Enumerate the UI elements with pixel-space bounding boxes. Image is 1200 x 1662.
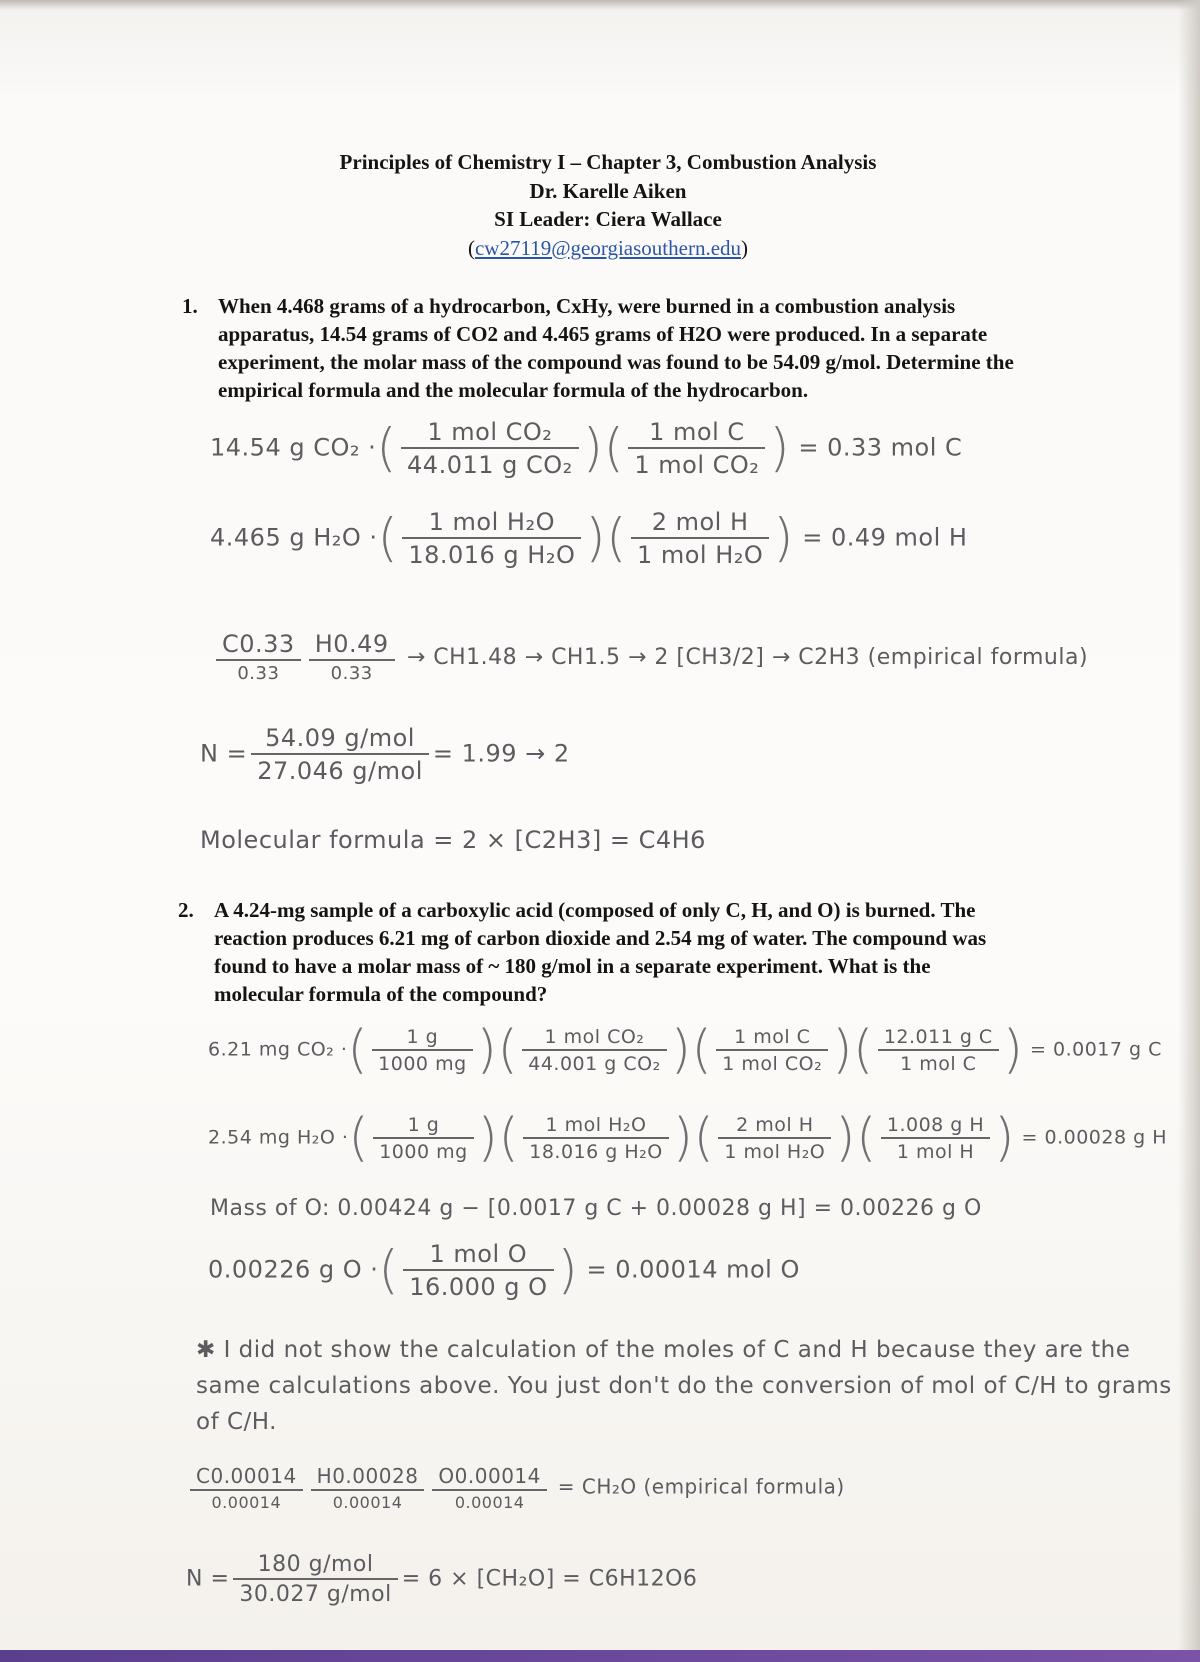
q1-n-num: 54.09 g/mol — [251, 724, 429, 755]
q2-ratio-c-div: 0.00014 — [211, 1493, 282, 1512]
q2-co2-frac1-den: 1000 mg — [378, 1052, 467, 1075]
q2-note — [196, 1332, 1172, 1440]
q2-co2-frac1-num: 1 g — [372, 1026, 472, 1051]
q1-work-co2: 14.54 g CO₂ ·( $\frac{\text{1 mol CO₂}}{\text{44.011 g CO₂}}$ )( $\frac{\text{1 mol C}}{\text{1 mol CO₂}}$ ) = 0.33 mol C — [210, 418, 963, 479]
q2-work-n — [186, 1552, 697, 1607]
q2-h2o-frac4-den: 1 mol H — [896, 1140, 975, 1163]
instructor-name: Dr. Karelle Aiken — [529, 178, 687, 203]
q2-n-label: N = — [186, 1566, 230, 1592]
q2-co2-frac2-num: 1 mol CO₂ — [522, 1026, 666, 1051]
q1-work-co2-start: 14.54 g CO₂ · — [210, 433, 377, 462]
q2-co2-frac4-den: 1 mol C — [900, 1052, 977, 1075]
q2-o-frac-num: 1 mol O — [403, 1240, 553, 1271]
q1-h2o-frac2-den: 1 mol H₂O — [636, 541, 764, 569]
q1-work-n — [200, 724, 570, 785]
q2-n-num: 180 g/mol — [233, 1552, 397, 1580]
q1-work-h2o-start: 4.465 g H₂O · — [210, 523, 378, 552]
q2-h2o-frac3-num: 2 mol H — [718, 1114, 831, 1139]
q1-ratio-chain: → CH1.48 → CH1.5 → 2 [CH3/2] → C2H3 (empirical formula) — [406, 645, 1089, 670]
q2-n-den: 30.027 g/mol — [239, 1582, 392, 1607]
q1-n-den: 27.046 g/mol — [257, 757, 423, 785]
question-1-line-2: apparatus, 14.54 grams of CO2 and 4.465 grams of H2O were produced. In a separate — [218, 322, 988, 346]
contact-email-link[interactable]: cw27119@georgiasouthern.edu — [474, 235, 742, 260]
q2-o-result: = 0.00014 mol O — [586, 1255, 800, 1284]
q1-h2o-frac1-den: 18.016 g H₂O — [408, 541, 576, 569]
q2-h2o-frac3-den: 1 mol H₂O — [724, 1140, 826, 1163]
si-leader: SI Leader: Ciera Wallace — [494, 207, 722, 231]
question-2-number: 2. — [178, 898, 194, 922]
q2-o-start: 0.00226 g O · — [208, 1255, 379, 1284]
bottom-surface-strip — [0, 1650, 1200, 1662]
q2-n-result: = 6 × [CH₂O] = C6H12O6 — [401, 1566, 698, 1592]
q1-h2o-frac1-num: 1 mol H₂O — [402, 508, 581, 539]
q1-n-result: = 1.99 → 2 — [432, 739, 570, 768]
question-1-line-4: empirical formula and the molecular formula of the hydrocarbon. — [218, 378, 809, 402]
document-title: Principles of Chemistry I – Chapter 3, Combustion Analysis — [339, 150, 877, 174]
q2-mass-of-oxygen: Mass of O: 0.00424 g − [0.0017 g C + 0.00028 g H] = 0.00226 g O — [210, 1196, 982, 1221]
question-1-line-1: When 4.468 grams of a hydrocarbon, CxHy, were burned in a combustion analysis — [218, 294, 956, 318]
q2-co2-frac4-num: 12.011 g C — [878, 1026, 999, 1051]
q1-h2o-result: = 0.49 mol H — [802, 523, 968, 552]
contact-email-line: (cw27119@georgiasouthern.edu) — [467, 235, 749, 260]
question-2-line-2: reaction produces 6.21 mg of carbon dioxide and 2.54 mg of water. The compound was — [214, 926, 987, 950]
q2-h2o-frac1-den: 1000 mg — [379, 1140, 468, 1163]
q2-work-oxygen-moles: 0.00226 g O ·( $\frac{\text{1 mol O}}{\text{16.000 g O}}$ ) = 0.00014 mol O — [208, 1240, 800, 1301]
q2-work-co2-start: 6.21 mg CO₂ · — [208, 1038, 348, 1061]
question-1 — [182, 292, 1098, 404]
top-shadow — [0, 0, 1200, 10]
q2-o-frac-den: 16.000 g O — [409, 1273, 548, 1301]
q2-ratio-h-div: 0.00014 — [332, 1493, 403, 1512]
q2-h2o-frac1-num: 1 g — [373, 1114, 473, 1139]
q2-empirical-result: = CH₂O (empirical formula) — [557, 1474, 845, 1499]
q1-molecular-formula: Molecular formula = 2 × [C2H3] = C4H6 — [200, 826, 706, 854]
question-2-line-4: molecular formula of the compound? — [214, 982, 548, 1006]
q2-note-line-1: ✱ I did not show the calculation of the moles of C and H because they are the — [196, 1337, 1131, 1363]
q2-work-h2o-start: 2.54 mg H₂O · — [208, 1126, 349, 1149]
question-2 — [178, 896, 1094, 1008]
q2-co2-frac2-den: 44.001 g CO₂ — [528, 1052, 661, 1075]
q2-h2o-frac2-num: 1 mol H₂O — [523, 1114, 668, 1139]
q1-work-ratio — [212, 630, 1088, 684]
q2-note-line-3: of C/H. — [196, 1409, 277, 1435]
q1-co2-frac1-den: 44.011 g CO₂ — [407, 451, 573, 479]
document-header — [0, 148, 1200, 262]
question-1-line-3: experiment, the molar mass of the compound was found to be 54.09 g/mol. Determine the — [218, 350, 1014, 374]
q1-ratio-h: H0.49 — [309, 630, 395, 661]
q1-co2-frac1-num: 1 mol CO₂ — [401, 418, 579, 449]
q2-ratio-h: H0.00028 — [311, 1464, 425, 1491]
q2-h2o-result: = 0.00028 g H — [1021, 1126, 1168, 1149]
question-2-line-1: A 4.24-mg sample of a carboxylic acid (composed of only C, H, and O) is burned. The — [214, 898, 976, 922]
q2-h2o-frac4-num: 1.008 g H — [881, 1114, 990, 1139]
q2-work-h2o: 2.54 mg H₂O ·( $\frac{1 g}{1000 mg}$ )( $\frac{\text{1 mol H₂O}}{\text{18.016 g H₂O}}$ )( $\frac{\text{2 mol H}}{\text{1 mol H₂O}}$ )( $\frac{\text{1.008 g H}}{\text{1 mol H}}$ ) = 0.00028 g H — [208, 1108, 1168, 1168]
q2-co2-frac3-num: 1 mol C — [716, 1026, 828, 1051]
q2-ratio-c: C0.00014 — [190, 1464, 303, 1491]
q2-co2-frac3-den: 1 mol CO₂ — [722, 1052, 823, 1075]
q1-co2-result: = 0.33 mol C — [798, 433, 963, 462]
q1-ratio-c: C0.33 — [216, 630, 301, 661]
q1-ratio-c-div: 0.33 — [237, 663, 280, 684]
q2-ratio-o: O0.00014 — [432, 1464, 546, 1491]
q2-note-line-2: same calculations above. You just don't do the conversion of mol of C/H to grams — [196, 1373, 1172, 1399]
q2-work-ratio — [186, 1464, 845, 1512]
q2-work-co2: 6.21 mg CO₂ ·( $\frac{1 g}{1000 mg}$ )( $\frac{\text{1 mol CO₂}}{\text{44.001 g CO₂}}$ )( $\frac{\text{1 mol C}}{\text{1 mol CO₂}}$ )( $\frac{\text{12.011 g C}}{\text{1 mol C}}$ ) = 0.0017 g C — [208, 1020, 1162, 1080]
q1-co2-frac2-den: 1 mol CO₂ — [634, 451, 760, 479]
q1-ratio-h-div: 0.33 — [330, 663, 373, 684]
q2-ratio-o-div: 0.00014 — [454, 1493, 525, 1512]
q2-h2o-frac2-den: 18.016 g H₂O — [529, 1140, 663, 1163]
q1-h2o-frac2-num: 2 mol H — [631, 508, 769, 539]
q2-co2-result: = 0.0017 g C — [1030, 1038, 1162, 1061]
q1-n-label: N = — [200, 739, 248, 768]
q1-co2-frac2-num: 1 mol C — [628, 418, 765, 449]
question-1-number: 1. — [182, 294, 198, 318]
question-2-line-3: found to have a molar mass of ~ 180 g/mol in a separate experiment. What is the — [214, 954, 931, 978]
q1-work-h2o: 4.465 g H₂O ·( $\frac{\text{1 mol H₂O}}{\text{18.016 g H₂O}}$ )( $\frac{\text{2 mol H}}{\text{1 mol H₂O}}$ ) = 0.49 mol H — [210, 508, 968, 569]
